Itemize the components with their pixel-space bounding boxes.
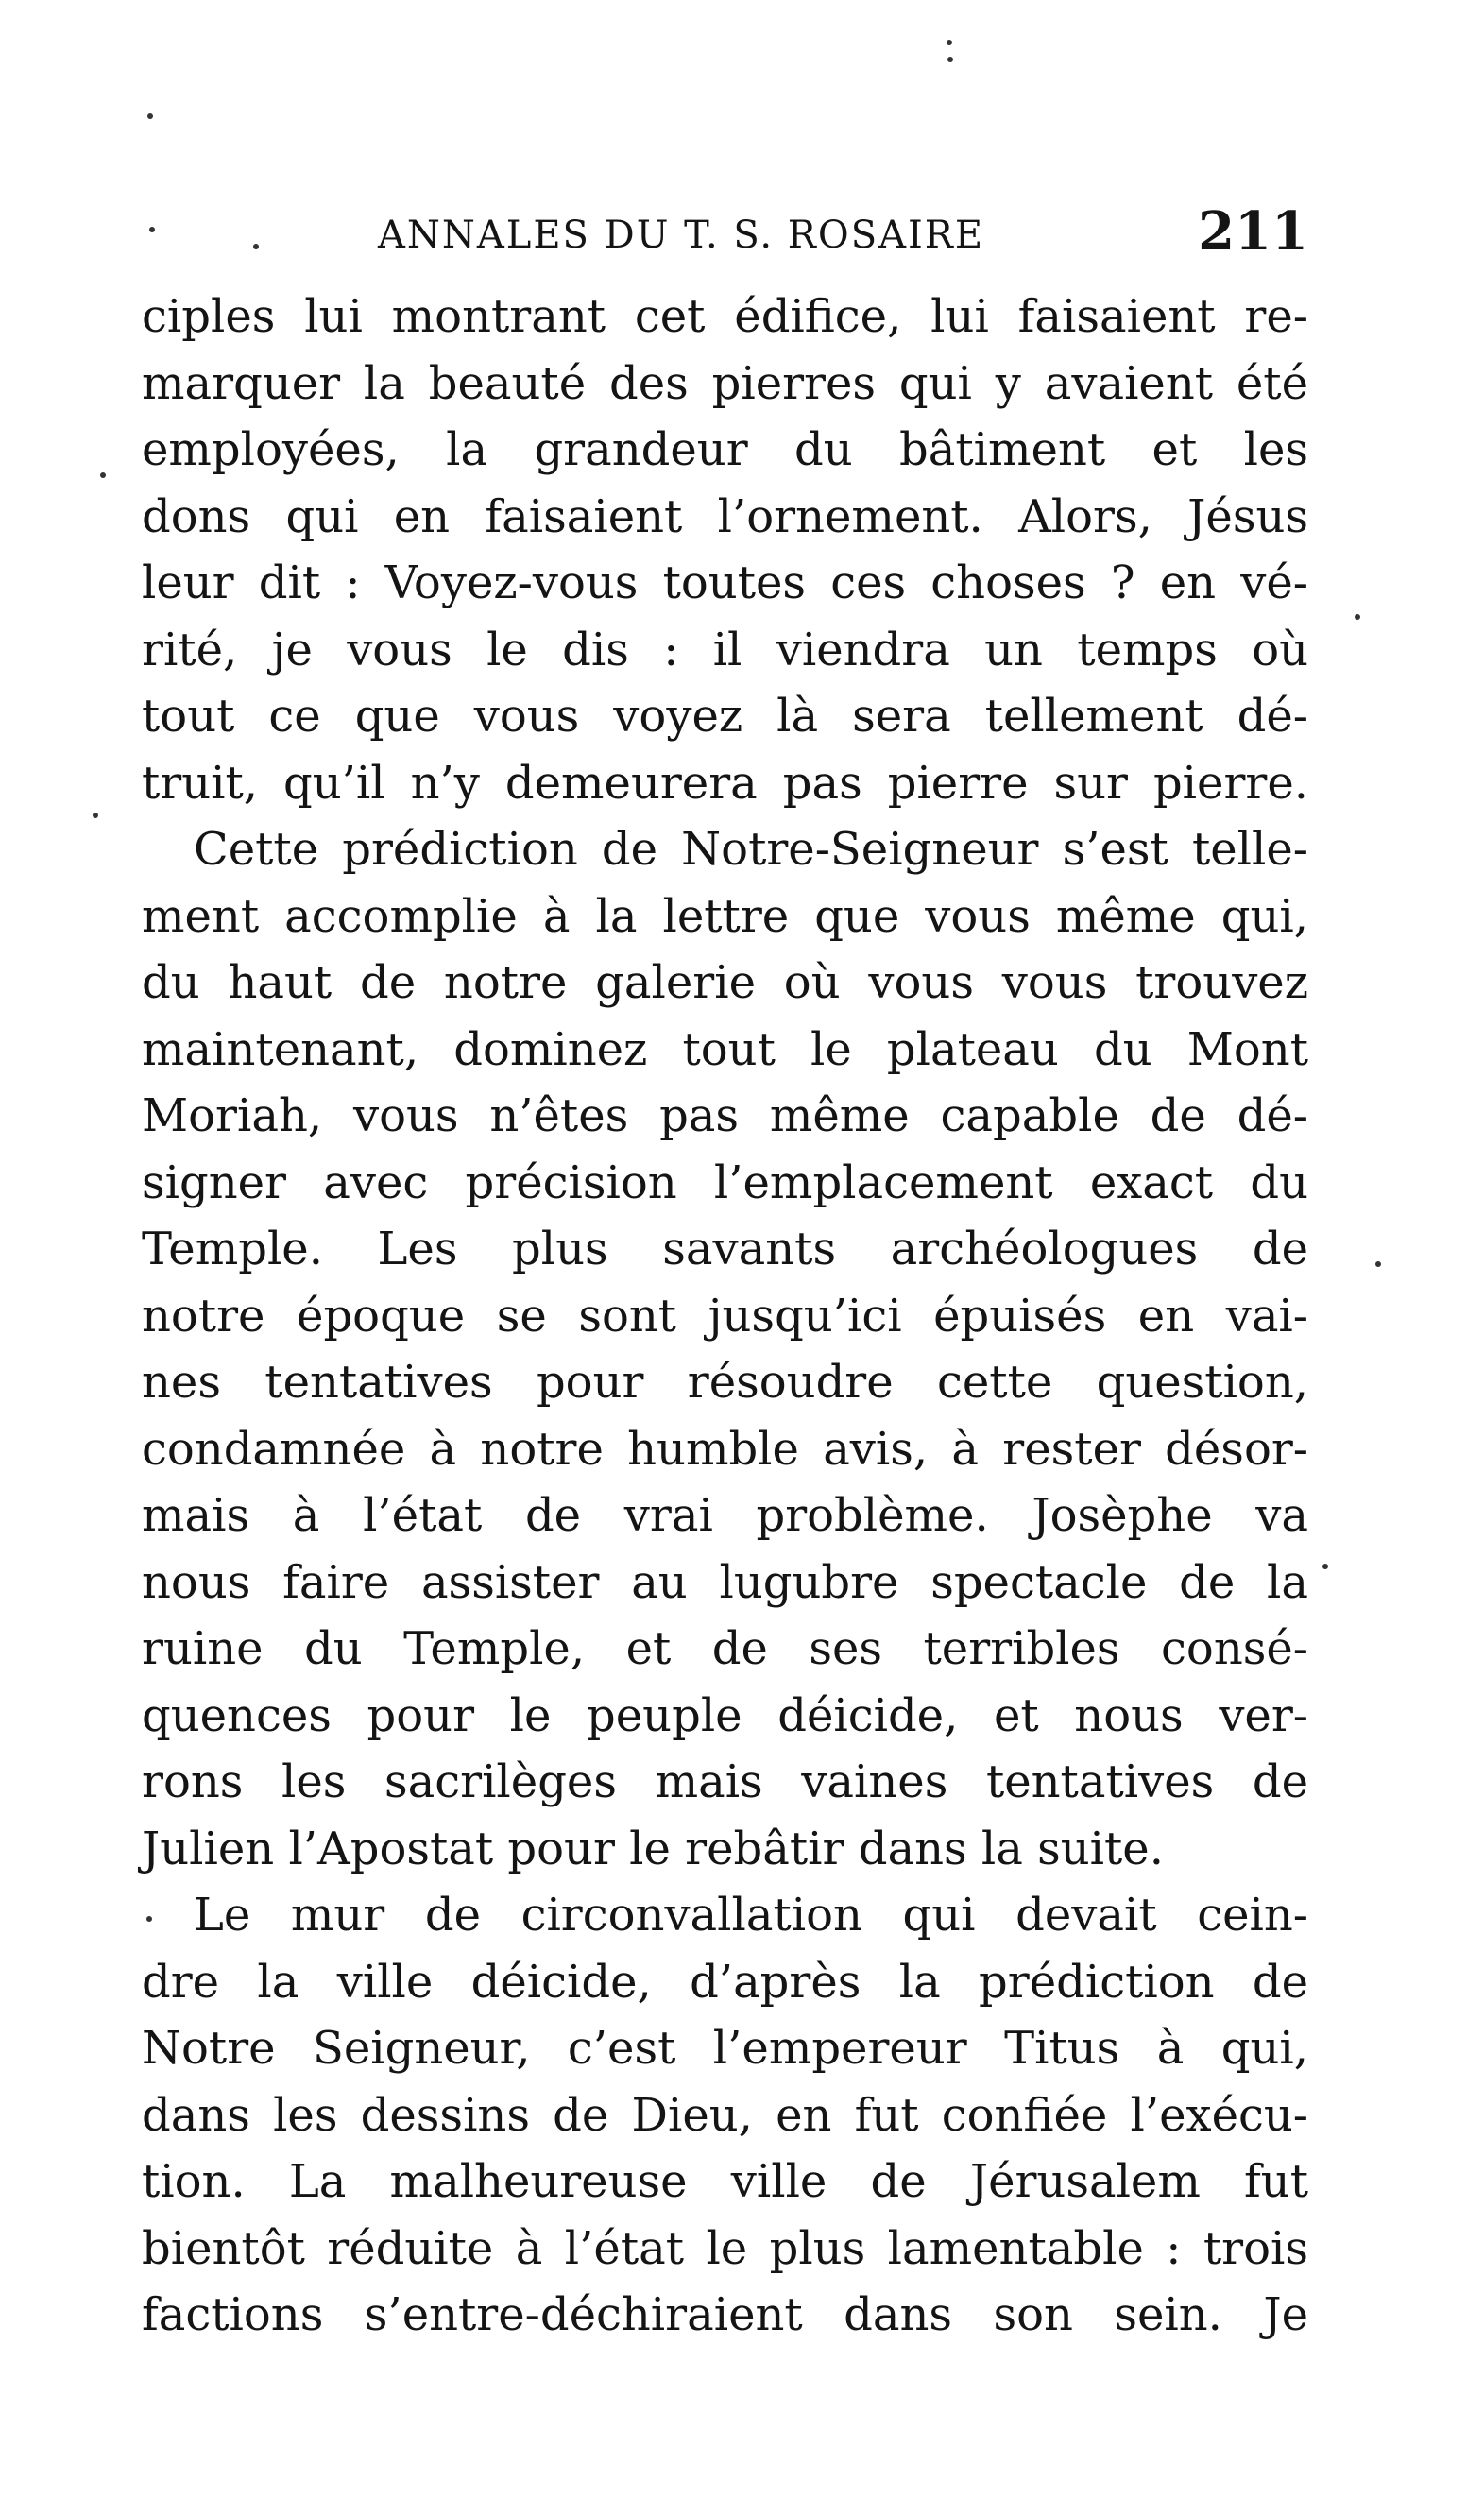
text-line: Moriah, vous n’êtes pas même capable de dé- [142,1089,1308,1142]
scan-speck [253,244,259,249]
text-line: ciples lui montrant cet édifice, lui faisaient re- [142,290,1308,343]
scan-speck [947,57,953,62]
text-line: nes tentatives pour résoudre cette question, [142,1356,1308,1409]
scan-speck [93,813,98,818]
scan-speck [1375,1261,1381,1267]
text-line: tout ce que vous voyez là sera tellement dé- [142,690,1308,743]
text-line-paragraph-end: Julien l’Apostat pour le rebâtir dans la suite. [142,1822,1164,1875]
text-line: marquer la beauté des pierres qui y avaient été [142,356,1308,410]
scan-speck [947,40,952,45]
page-number: 211 [1198,200,1308,263]
text-line: signer avec précision l’emplacement exact du [142,1155,1308,1209]
text-line: Temple. Les plus savants archéologues de [142,1223,1308,1275]
text-line: notre époque se sont jusqu’ici épuisés en vai- [142,1289,1308,1343]
text-line-paragraph-start: Le mur de circonvallation qui devait cein- [194,1889,1308,1942]
running-title: ANNALES DU T. S. ROSAIRE [378,214,985,257]
text-line: nous faire assister au lugubre spectacle de la [142,1555,1308,1609]
text-line: quences pour le peuple déicide, et nous ver- [142,1688,1308,1742]
text-line: maintenant, dominez tout le plateau du Mont [142,1022,1308,1076]
text-line: rons les sacrilèges mais vaines tentatives de [142,1755,1308,1808]
text-line: tion. La malheureuse ville de Jérusalem fut [142,2155,1308,2208]
text-line-paragraph-start: Cette prédiction de Notre-Seigneur s’est telle- [194,823,1308,876]
text-line: du haut de notre galerie où vous vous trouvez [142,956,1308,1009]
scan-speck [1322,1564,1328,1569]
text-line: factions s’entre-déchiraient dans son sein. Je [142,2288,1308,2341]
text-line: dans les dessins de Dieu, en fut confiée l’exécu- [142,2088,1308,2142]
text-line: bientôt réduite à l’état le plus lamentable : trois [142,2221,1308,2275]
page-header [142,200,1308,266]
body-text [142,283,1308,2349]
text-line: mais à l’état de vrai problème. Josèphe va [142,1489,1308,1542]
scan-speck [146,1916,152,1922]
scan-speck [1355,614,1360,620]
text-line: dons qui en faisaient l’ornement. Alors, Jésus [142,489,1308,543]
text-line: ruine du Temple, et de ses terribles consé- [142,1622,1308,1675]
scan-speck [149,227,155,232]
text-line: employées, la grandeur du bâtiment et les [142,423,1308,476]
text-line: ment accomplie à la lettre que vous même qui, [142,889,1308,943]
scan-speck [147,113,153,119]
text-line: leur dit : Voyez-vous toutes ces choses ? en vé- [142,556,1308,609]
text-line: truit, qu’il n’y demeurera pas pierre sur pierre. [142,756,1308,810]
text-line: rité, je vous le dis : il viendra un temps où [142,623,1308,676]
text-line: Notre Seigneur, c’est l’empereur Titus à qui, [142,2022,1308,2075]
text-line: condamnée à notre humble avis, à rester désor- [142,1422,1308,1476]
text-line: dre la ville déicide, d’après la prédiction de [142,1955,1308,2009]
scan-speck [100,472,106,478]
